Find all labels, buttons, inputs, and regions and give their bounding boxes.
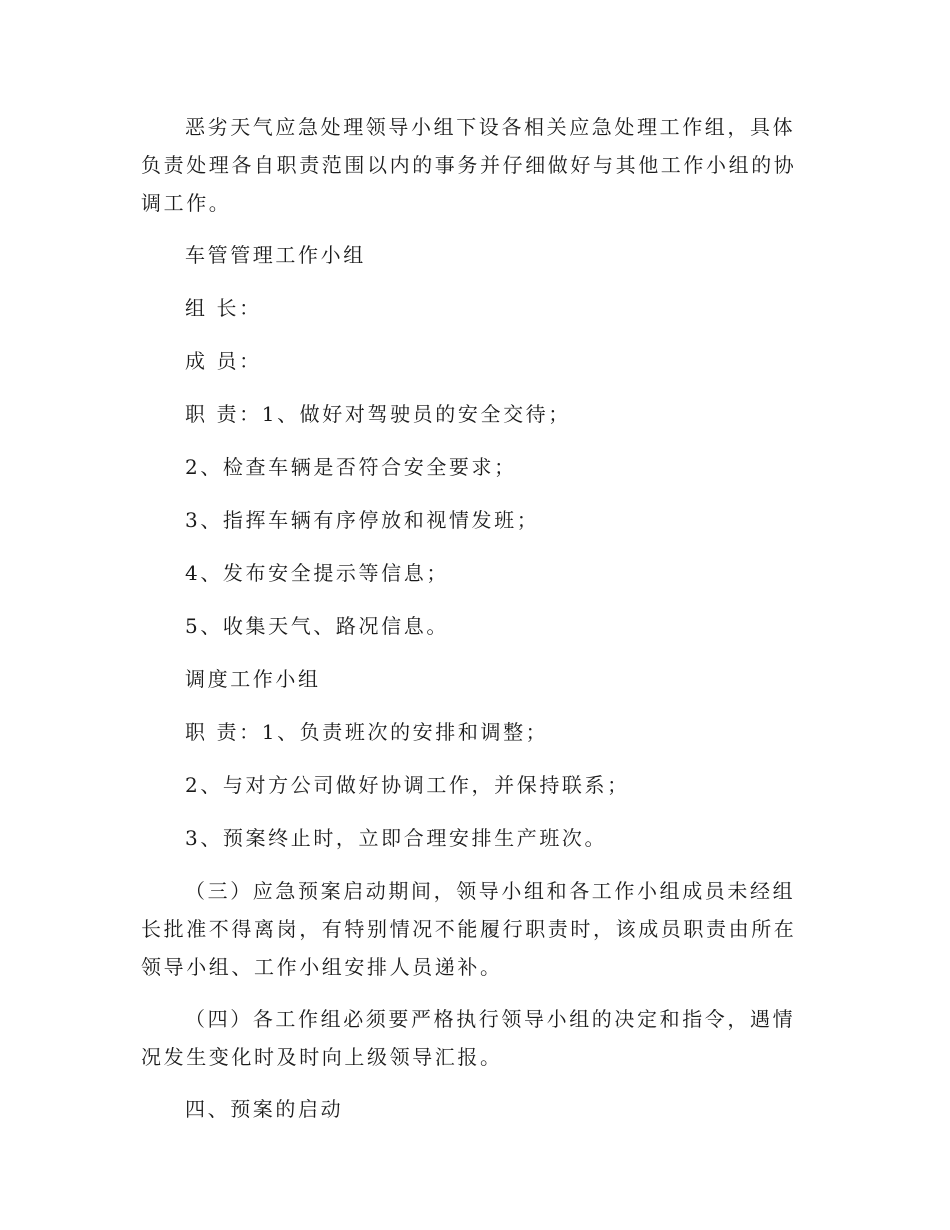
paragraph-section-4: （四）各工作组必须要严格执行领导小组的决定和指令，遇情况发生变化时及时向上级领导汇报。 [141, 1007, 796, 1069]
vehicle-duty-3: 3、指挥车辆有序停放和视情发班； [185, 508, 540, 532]
heading-plan-activation: 四、预案的启动 [185, 1097, 344, 1121]
vehicle-group-members: 成 员： [185, 349, 262, 373]
vehicle-duty-2: 2、检查车辆是否符合安全要求； [185, 455, 517, 479]
vehicle-group-leader: 组 长： [185, 296, 262, 320]
dispatch-duty-1: 职 责：1、负责班次的安排和调整； [185, 720, 549, 744]
vehicle-duty-4: 4、发布安全提示等信息； [185, 561, 449, 585]
heading-vehicle-group: 车管管理工作小组 [185, 243, 366, 267]
vehicle-duty-5: 5、收集天气、路况信息。 [185, 614, 449, 638]
paragraph-intro: 恶劣天气应急处理领导小组下设各相关应急处理工作组，具体负责处理各自职责范围以内的事务并仔细做好与其他工作小组的协调工作。 [141, 115, 797, 215]
dispatch-duty-3: 3、预案终止时，立即合理安排生产班次。 [185, 826, 608, 850]
dispatch-duty-2: 2、与对方公司做好协调工作，并保持联系； [185, 773, 630, 797]
vehicle-duty-1: 职 责：1、做好对驾驶员的安全交待； [185, 402, 571, 426]
document-body [141, 108, 801, 1143]
heading-dispatch-group: 调度工作小组 [185, 667, 321, 691]
paragraph-section-3: （三）应急预案启动期间，领导小组和各工作小组成员未经组长批准不得离岗，有特别情况不能履行职责时，该成员职责由所在领导小组、工作小组安排人员递补。 [141, 879, 797, 979]
